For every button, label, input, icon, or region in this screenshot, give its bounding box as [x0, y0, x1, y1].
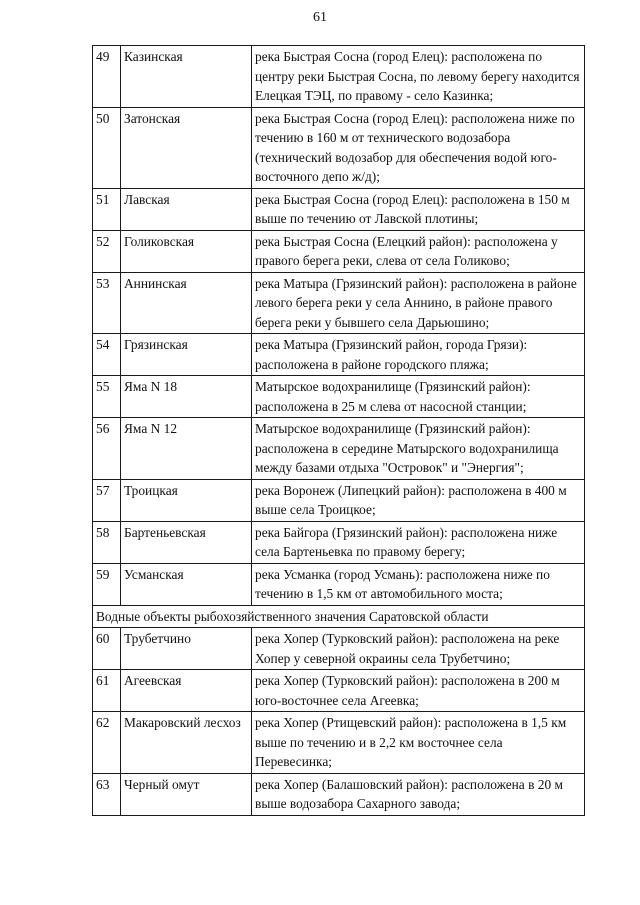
table-row — [93, 334, 585, 376]
row-number: 51 — [93, 188, 121, 230]
object-description: река Быстрая Сосна (город Елец): расположена ниже по течению в 160 м от технического водозабора (технический водозабор для обеспечения водой юго-восточного депо ж/д); — [252, 107, 585, 188]
table-row — [93, 230, 585, 272]
table-row — [93, 376, 585, 418]
object-description: река Байгора (Грязинский район): расположена ниже села Бартеньевка по правому берегу; — [252, 521, 585, 563]
object-description: река Воронеж (Липецкий район): расположена в 400 м выше села Троицкое; — [252, 479, 585, 521]
object-name: Лавская — [121, 188, 252, 230]
section-header-row — [93, 605, 585, 628]
object-name: Агеевская — [121, 670, 252, 712]
section-title: Водные объекты рыбохозяйственного значения Саратовской области — [93, 605, 585, 628]
table-row — [93, 46, 585, 108]
row-number: 60 — [93, 628, 121, 670]
object-description: Матырское водохранилище (Грязинский район): расположена в середине Матырского водохранилища между базами отдыха "Островок" и "Энергия"; — [252, 418, 585, 480]
object-name: Грязинская — [121, 334, 252, 376]
table-body — [93, 46, 585, 816]
table-row — [93, 272, 585, 334]
object-name: Бартеньевская — [121, 521, 252, 563]
object-description: Матырское водохранилище (Грязинский район): расположена в 25 м слева от насосной станции; — [252, 376, 585, 418]
object-name: Усманская — [121, 563, 252, 605]
object-name: Яма N 18 — [121, 376, 252, 418]
row-number: 55 — [93, 376, 121, 418]
object-description: река Быстрая Сосна (город Елец): расположена по центру реки Быстрая Сосна, по левому берегу находится Елецкая ТЭЦ, по правому - село Казинка; — [252, 46, 585, 108]
row-number: 54 — [93, 334, 121, 376]
object-description: река Усманка (город Усмань): расположена ниже по течению в 1,5 км от автомобильного моста; — [252, 563, 585, 605]
object-description: река Быстрая Сосна (город Елец): расположена в 150 м выше по течению от Лавской плотины; — [252, 188, 585, 230]
row-number: 57 — [93, 479, 121, 521]
object-description: река Хопер (Турковский район): расположена на реке Хопер у северной окраины села Трубетчино; — [252, 628, 585, 670]
object-description: река Быстрая Сосна (Елецкий район): расположена у правого берега реки, слева от села Голиково; — [252, 230, 585, 272]
table-row — [93, 521, 585, 563]
row-number: 56 — [93, 418, 121, 480]
object-name: Аннинская — [121, 272, 252, 334]
object-description: река Хопер (Турковский район): расположена в 200 м юго-восточнее села Агеевка; — [252, 670, 585, 712]
table-row — [93, 188, 585, 230]
row-number: 49 — [93, 46, 121, 108]
row-number: 61 — [93, 670, 121, 712]
water-objects-table — [92, 45, 585, 816]
object-name: Трубетчино — [121, 628, 252, 670]
table-row — [93, 107, 585, 188]
row-number: 59 — [93, 563, 121, 605]
object-name: Черный омут — [121, 773, 252, 815]
table-row — [93, 670, 585, 712]
page-number: 61 — [313, 10, 327, 25]
row-number: 58 — [93, 521, 121, 563]
object-name: Голиковская — [121, 230, 252, 272]
object-name: Троицкая — [121, 479, 252, 521]
object-description: река Матыра (Грязинский район, города Грязи): расположена в районе городского пляжа; — [252, 334, 585, 376]
object-name: Казинская — [121, 46, 252, 108]
object-description: река Хопер (Балашовский район): расположена в 20 м выше водозабора Сахарного завода; — [252, 773, 585, 815]
table-row — [93, 479, 585, 521]
row-number: 50 — [93, 107, 121, 188]
row-number: 53 — [93, 272, 121, 334]
row-number: 62 — [93, 712, 121, 774]
object-description: река Хопер (Ртищевский район): расположена в 1,5 км выше по течению и в 2,2 км восточнее села Перевесинка; — [252, 712, 585, 774]
row-number: 52 — [93, 230, 121, 272]
table-row — [93, 563, 585, 605]
table-row — [93, 418, 585, 480]
table-row — [93, 712, 585, 774]
object-name: Яма N 12 — [121, 418, 252, 480]
object-name: Макаровский лесхоз — [121, 712, 252, 774]
object-name: Затонская — [121, 107, 252, 188]
table-row — [93, 628, 585, 670]
object-description: река Матыра (Грязинский район): расположена в районе левого берега реки у села Аннино, в районе правого берега реки у бывшего села Дарьюшино; — [252, 272, 585, 334]
row-number: 63 — [93, 773, 121, 815]
table-row — [93, 773, 585, 815]
